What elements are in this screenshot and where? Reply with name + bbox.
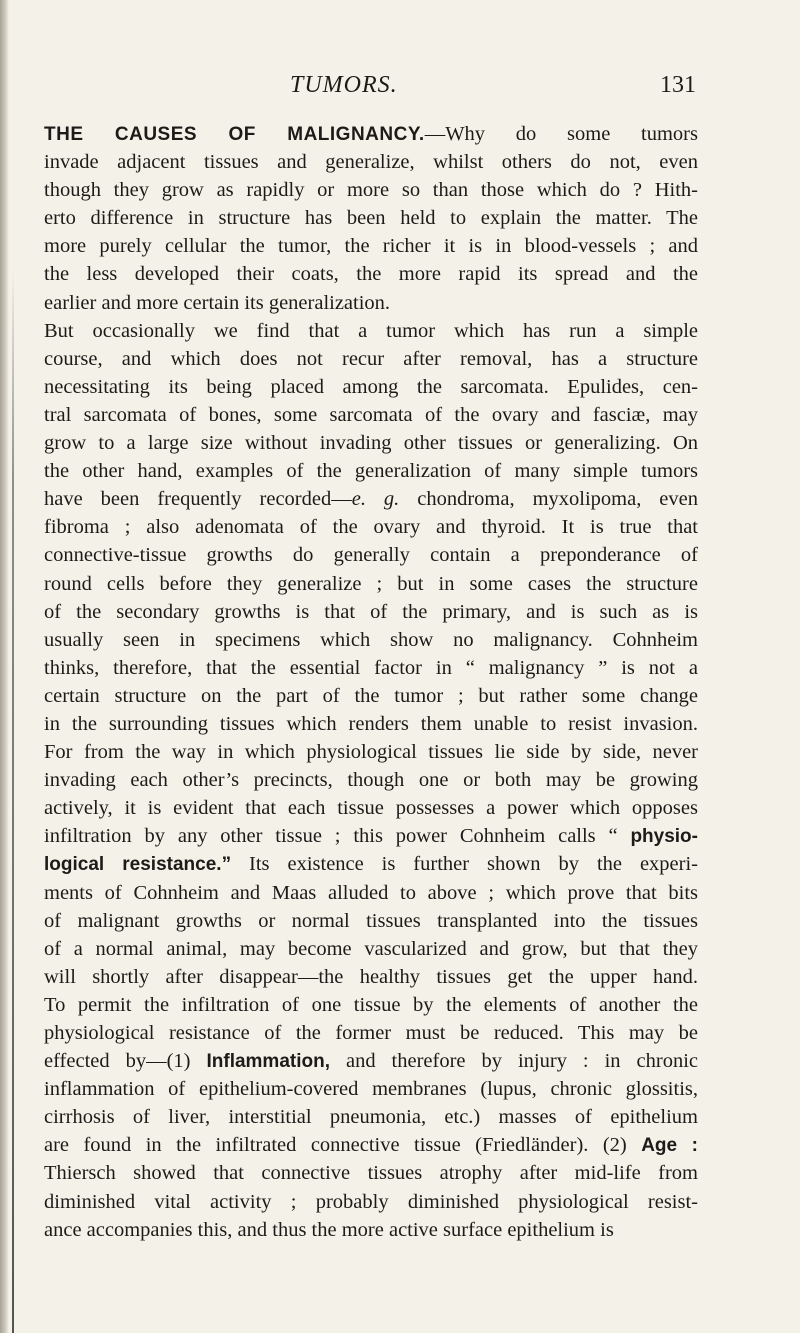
text-run: ance accompanies this, and thus the more active surface epithelium is (44, 1218, 614, 1241)
text-run: course, and which does not recur after removal, has a structure (44, 347, 698, 370)
text-line (44, 766, 698, 794)
text-line (44, 682, 698, 710)
text-line (44, 935, 698, 963)
text-line (44, 963, 698, 991)
text-line (44, 204, 698, 232)
text-line (44, 1019, 698, 1047)
text-line (44, 541, 698, 569)
text-run: usually seen in specimens which show no malignancy. Cohnheim (44, 628, 698, 651)
text-line (44, 289, 698, 317)
text-line (44, 626, 698, 654)
text-run: To permit the infiltration of one tissue by the elements of another the (44, 993, 698, 1016)
text-run: physio- (630, 826, 698, 848)
text-run: connective-tissue growths do generally contain a preponderance of (44, 544, 698, 567)
text-run: e. g. (351, 488, 400, 511)
text-run: diminished vital activity ; probably diminished physiological resist- (44, 1190, 698, 1213)
text-run: actively, it is evident that each tissue possesses a power which opposes (44, 797, 698, 820)
text-run: —Why do some tumors (424, 123, 698, 145)
text-line (44, 1075, 698, 1103)
text-line (44, 120, 698, 148)
text-run: Thiersch showed that connective tissues atrophy after mid-life from (44, 1162, 698, 1185)
text-run: round cells before they generalize ; but in some cases the structure (44, 572, 698, 595)
binding-edge-line (12, 270, 14, 1333)
text-line (44, 148, 698, 176)
text-run: certain structure on the part of the tumor ; but rather some change (44, 684, 698, 707)
text-line (44, 457, 698, 485)
text-line (44, 317, 698, 345)
text-run: For from the way in which physiological tissues lie side by side, never (44, 741, 698, 764)
text-run: the other hand, examples of the generalization of many simple tumors (44, 460, 698, 483)
text-line (44, 401, 698, 429)
text-line (44, 1216, 698, 1244)
text-line (44, 598, 698, 626)
page-gutter-shadow (0, 0, 9, 1333)
text-run: effected by—(1) (44, 1050, 207, 1073)
text-line (44, 879, 698, 907)
text-line (44, 794, 698, 822)
text-run: Age : (641, 1135, 699, 1157)
text-run: tral sarcomata of bones, some sarcomata of the ovary and fasciæ, may (44, 403, 698, 426)
text-run: inflammation of epithelium-covered membranes (lupus, chronic glossitis, (44, 1078, 698, 1101)
text-line (44, 1188, 698, 1216)
page-header (0, 72, 800, 108)
text-run: of malignant growths or normal tissues transplanted into the tissues (44, 909, 698, 932)
text-line (44, 850, 698, 878)
text-run: ments of Cohnheim and Maas alluded to above ; which prove that bits (44, 881, 698, 904)
text-line (44, 1131, 698, 1159)
text-line (44, 485, 698, 513)
running-title: TUMORS. (290, 72, 398, 98)
text-line (44, 570, 698, 598)
text-run: chondroma, myxolipoma, even (399, 488, 698, 511)
text-run: necessitating its being placed among the sarcomata. Epulides, cen- (44, 375, 698, 398)
text-line (44, 907, 698, 935)
text-line (44, 176, 698, 204)
text-line (44, 345, 698, 373)
text-run: though they grow as rapidly or more so than those which do ? Hith- (44, 179, 698, 202)
text-run: Inflammation, (206, 1051, 330, 1073)
text-run: of a normal animal, may become vascularized and grow, but that they (44, 937, 698, 960)
text-run: invade adjacent tissues and generalize, whilst others do not, even (44, 151, 698, 174)
text-run: have been frequently recorded— (44, 488, 352, 511)
text-run: will shortly after disappear—the healthy tissues get the upper hand. (44, 965, 698, 988)
text-line (44, 232, 698, 260)
text-run: But occasionally we find that a tumor which has run a simple (44, 319, 698, 342)
text-line (44, 260, 698, 288)
text-line (44, 654, 698, 682)
text-run: the less developed their coats, the more rapid its spread and the (44, 263, 698, 286)
text-run: logical resistance.” (44, 854, 232, 876)
text-run: thinks, therefore, that the essential factor in “ malignancy ” is not a (44, 656, 698, 679)
text-line (44, 1103, 698, 1131)
text-run: more purely cellular the tumor, the richer it is in blood-vessels ; and (44, 235, 698, 258)
text-run: in the surrounding tissues which renders them unable to resist invasion. (44, 712, 698, 735)
text-run: Its existence is further shown by the experi- (231, 853, 698, 876)
text-run: and therefore by injury : in chronic (330, 1050, 698, 1073)
text-run: fibroma ; also adenomata of the ovary and thyroid. It is true that (44, 516, 698, 539)
text-run: THE CAUSES OF MALIGNANCY. (44, 124, 425, 145)
page-number: 131 (660, 72, 696, 98)
text-run: cirrhosis of liver, interstitial pneumonia, etc.) masses of epithelium (44, 1106, 698, 1129)
text-run: grow to a large size without invading other tissues or generalizing. On (44, 432, 698, 455)
text-run: erto difference in structure has been held to explain the matter. The (44, 207, 698, 230)
text-line (44, 738, 698, 766)
text-run: earlier and more certain its generalization. (44, 291, 391, 314)
paragraph (44, 120, 698, 317)
text-line (44, 1047, 698, 1075)
text-run: are found in the infiltrated connective tissue (Friedländer). (2) (44, 1134, 642, 1157)
text-line (44, 373, 698, 401)
body-text (44, 120, 698, 1244)
paragraph (44, 317, 698, 1244)
text-line (44, 710, 698, 738)
text-run: invading each other’s precincts, though one or both may be growing (44, 769, 698, 792)
text-line (44, 429, 698, 457)
text-line (44, 991, 698, 1019)
text-line (44, 513, 698, 541)
text-run: of the secondary growths is that of the primary, and is such as is (44, 600, 698, 623)
text-run: physiological resistance of the former must be reduced. This may be (44, 1022, 698, 1044)
text-line (44, 822, 698, 850)
text-run: infiltration by any other tissue ; this power Cohnheim calls “ (44, 825, 631, 848)
text-line (44, 1159, 698, 1187)
